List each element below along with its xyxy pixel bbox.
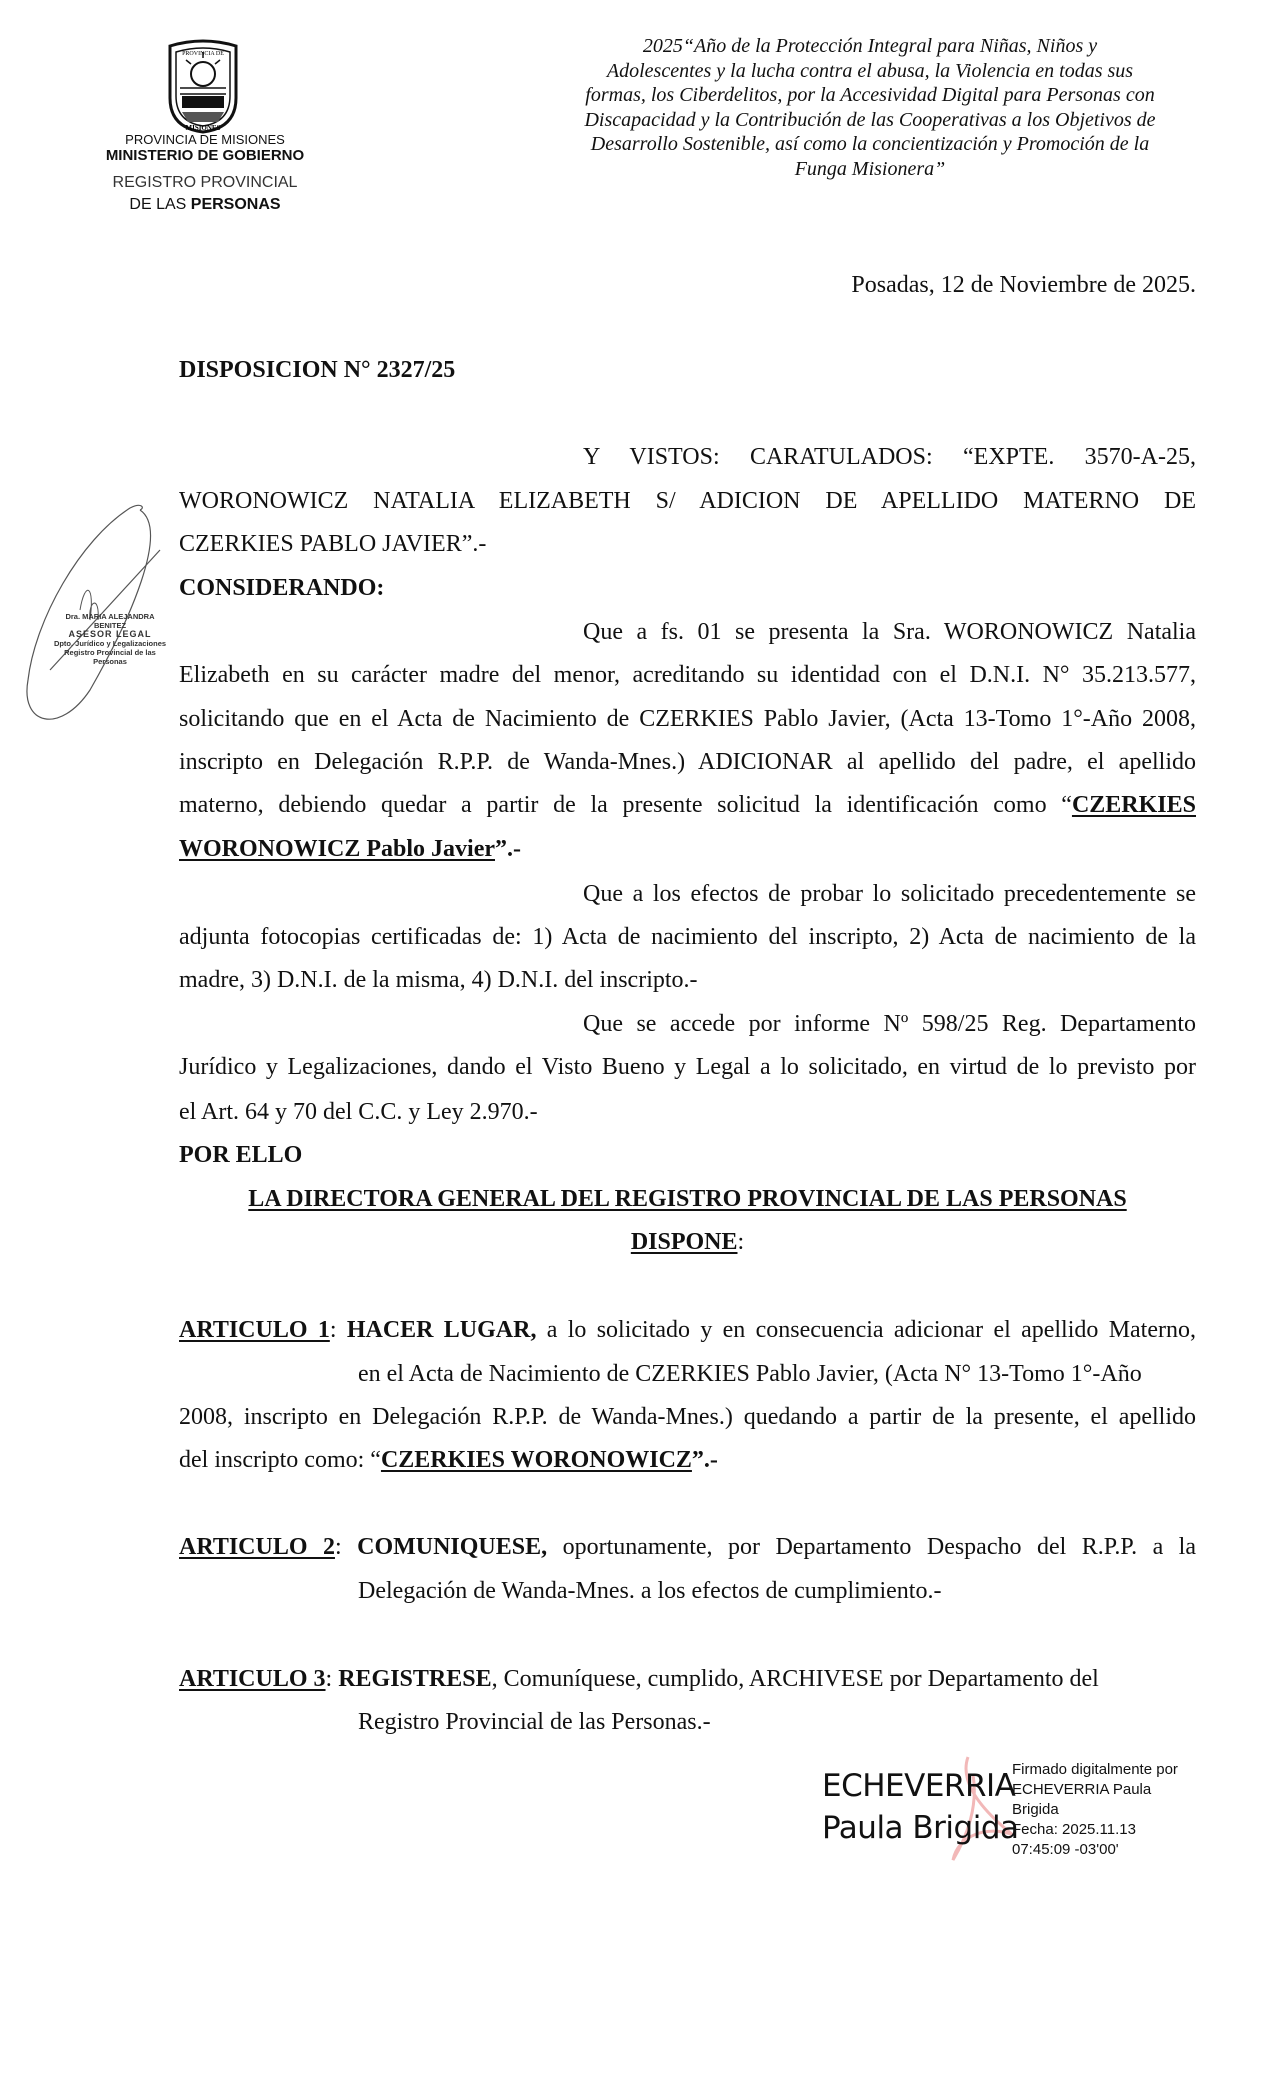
text-segment: Que a fs. 01 se presenta la Sra. WORONOWICZ Natalia (583, 619, 1196, 645)
motto-line: Desarrollo Sostenible, así como la concientización y Promoción de la (590, 133, 1150, 156)
sig-info-line: ECHEVERRIA Paula (1012, 1781, 1152, 1798)
text-segment: 2008, inscripto en Delegación R.P.P. de Wanda-Mnes.) quedando a partir de la presente, el apellido (179, 1404, 1196, 1430)
considerando-2-line (179, 965, 1196, 995)
text-segment: CZERKIES WORONOWICZ (380, 1447, 692, 1473)
text-segment: ”.- (691, 1447, 718, 1473)
org-registry-line2 (60, 196, 350, 214)
text-segment: ”.- (495, 836, 521, 862)
motto-line: Adolescentes y la lucha contra el abusa, la Violencia en todas sus (606, 59, 1134, 82)
disposition-number-line (179, 355, 1196, 385)
text-segment: REGISTRESE (338, 1666, 492, 1692)
considerando-1-line (179, 790, 1196, 820)
text-segment: WORONOWICZ Pablo Javier (179, 836, 495, 862)
considerando-3-line (583, 1009, 1196, 1039)
text-segment: Jurídico y Legalizaciones, dando el Visto Bueno y Legal a lo solicitado, en virtud de lo previsto por (179, 1054, 1196, 1080)
text-segment: materno, debiendo quedar a partir de la presente solicitud la identificación como “ (179, 792, 1072, 818)
considerando-1-line (179, 834, 1196, 864)
text-segment: el Art. 64 y 70 del C.C. y Ley 2.970.- (179, 1099, 538, 1125)
text-segment: oportunamente, por Departamento Despacho del R.P.P. a la (547, 1534, 1197, 1560)
text-segment: CZERKIES (1071, 792, 1196, 818)
org-registry-de-las: DE LAS (129, 196, 187, 213)
province-seal-logo (160, 38, 246, 134)
text-segment: ARTICULO 1 (179, 1317, 330, 1343)
text-segment: DISPOSICION N° 2327/25 (179, 357, 456, 383)
text-segment: : (334, 1534, 358, 1560)
text-segment: en el Acta de Nacimiento de CZERKIES Pablo Javier, (Acta N° 13-Tomo 1°-Año (358, 1361, 1142, 1387)
seal-text-top: PROVINCIA DE (182, 51, 224, 57)
org-registry-personas: PERSONAS (190, 196, 281, 213)
sig-info-line: Firmado digitalmente por (1012, 1761, 1178, 1778)
signer-given-names: Paula Brigida (822, 1810, 1019, 1846)
considerando-3-line (179, 1097, 1196, 1127)
sig-info-line: 07:45:09 -03'00' (1012, 1841, 1119, 1858)
considerando-2-line (179, 922, 1196, 952)
text-segment: HACER LUGAR, (346, 1317, 537, 1343)
stamp-line: Dra. MARIA ALEJANDRA BENITEZ (65, 612, 155, 630)
stamp-line: Dpto. Jurídico y Legalizaciones (53, 639, 167, 648)
text-segment: solicitando que en el Acta de Nacimiento de CZERKIES Pablo Javier, (Acta 13-Tomo 1°-Año 2008, (179, 706, 1196, 732)
legal-advisor-stamp (50, 612, 170, 666)
text-segment: Y VISTOS: CARATULADOS: “EXPTE. 3570-A-25, (583, 444, 1196, 470)
text-segment: Que a los efectos de probar lo solicitado precedentemente se (583, 881, 1196, 907)
text-segment: LA DIRECTORA GENERAL DEL REGISTRO PROVINCIAL DE LAS PERSONAS (248, 1186, 1127, 1212)
article-1-line (179, 1402, 1196, 1432)
text-segment: CONSIDERANDO: (179, 575, 385, 601)
org-province: PROVINCIA DE MISIONES (125, 132, 285, 147)
article-3-line (179, 1664, 1196, 1694)
text-segment: COMUNIQUESE, (357, 1534, 548, 1560)
text-segment: , Comuníquese, cumplido, ARCHIVESE por Departamento del (491, 1666, 1099, 1692)
considerando-1-line (179, 704, 1196, 734)
text-segment: ARTICULO 2 (179, 1534, 335, 1560)
article-1-line (179, 1445, 1196, 1475)
motto-line: formas, los Ciberdelitos, por la Accesividad Digital para Personas con (585, 84, 1155, 107)
sig-info-line: Fecha: 2025.11.13 (1012, 1821, 1136, 1838)
article-2-line (358, 1576, 1196, 1606)
text-segment: Registro Provincial de las Personas.- (358, 1709, 711, 1735)
dispone-line (179, 1227, 1196, 1257)
considerando-1-line (583, 617, 1196, 647)
digital-signature-info (1012, 1760, 1178, 1860)
text-segment: Posadas, 12 de Noviembre de 2025. (851, 272, 1196, 298)
motto-line: 2025“Año de la Protección Integral para Niñas, Niños y (642, 35, 1098, 57)
motto-line: Discapacidad y la Contribución de las Cooperativas a los Objetivos de (584, 108, 1156, 131)
article-1-line (179, 1315, 1196, 1345)
text-segment: adjunta fotocopias certificadas de: 1) Acta de nacimiento del inscripto, 2) Acta de nacimiento de la (179, 924, 1196, 950)
considerando-2-line (583, 879, 1196, 909)
text-segment: inscripto en Delegación R.P.P. de Wanda-Mnes.) ADICIONAR al apellido del padre, el apellido (179, 749, 1196, 775)
stamp-line: ASESOR LEGAL (68, 629, 152, 639)
text-segment: WORONOWICZ NATALIA ELIZABETH S/ ADICION DE APELLIDO MATERNO DE (179, 488, 1196, 514)
text-segment: ARTICULO 3 (179, 1666, 326, 1692)
text-segment: : (329, 1317, 347, 1343)
vistos-line (179, 486, 1196, 516)
considerando-1-line (179, 660, 1196, 690)
text-segment: Que se accede por informe Nº 598/25 Reg. Departamento (583, 1011, 1196, 1037)
article-1-line (358, 1359, 1196, 1389)
motto-line: Funga Misionera” (794, 157, 946, 180)
text-segment: madre, 3) D.N.I. de la misma, 4) D.N.I. del inscripto.- (179, 967, 698, 993)
text-segment: POR ELLO (179, 1142, 303, 1168)
sig-info-line: Brigida (1012, 1801, 1059, 1818)
org-registry: REGISTRO PROVINCIAL (112, 174, 298, 191)
vistos-line (583, 442, 1196, 472)
por-ello-line (179, 1140, 1196, 1170)
seal-text-bottom: MISIONES (185, 124, 221, 132)
article-3-line (358, 1707, 1196, 1737)
text-segment: : (737, 1229, 745, 1255)
year-motto (555, 34, 1185, 182)
date-line (179, 270, 1196, 300)
signer-surname: ECHEVERRIA (822, 1768, 1016, 1804)
text-segment: Delegación de Wanda-Mnes. a los efectos de cumplimiento.- (358, 1578, 942, 1604)
text-segment: DISPONE (630, 1229, 738, 1255)
considerando-1-line (179, 747, 1196, 777)
vistos-line (179, 529, 1196, 559)
text-segment: del inscripto como: “ (179, 1447, 381, 1473)
org-ministry: MINISTERIO DE GOBIERNO (105, 147, 305, 164)
article-2-line (179, 1532, 1196, 1562)
text-segment: Elizabeth en su carácter madre del menor, acreditando su identidad con el D.N.I. N° 35.213.577, (179, 662, 1196, 688)
text-segment: CZERKIES PABLO JAVIER”.- (179, 531, 487, 557)
text-segment: a lo solicitado y en consecuencia adicionar el apellido Materno, (536, 1317, 1196, 1343)
resolution-heading-line (179, 1184, 1196, 1214)
considerando-3-line (179, 1052, 1196, 1082)
stamp-line: Registro Provincial de las Personas (64, 648, 156, 666)
text-segment: : (325, 1666, 339, 1692)
considerando-heading-line (179, 573, 1196, 603)
